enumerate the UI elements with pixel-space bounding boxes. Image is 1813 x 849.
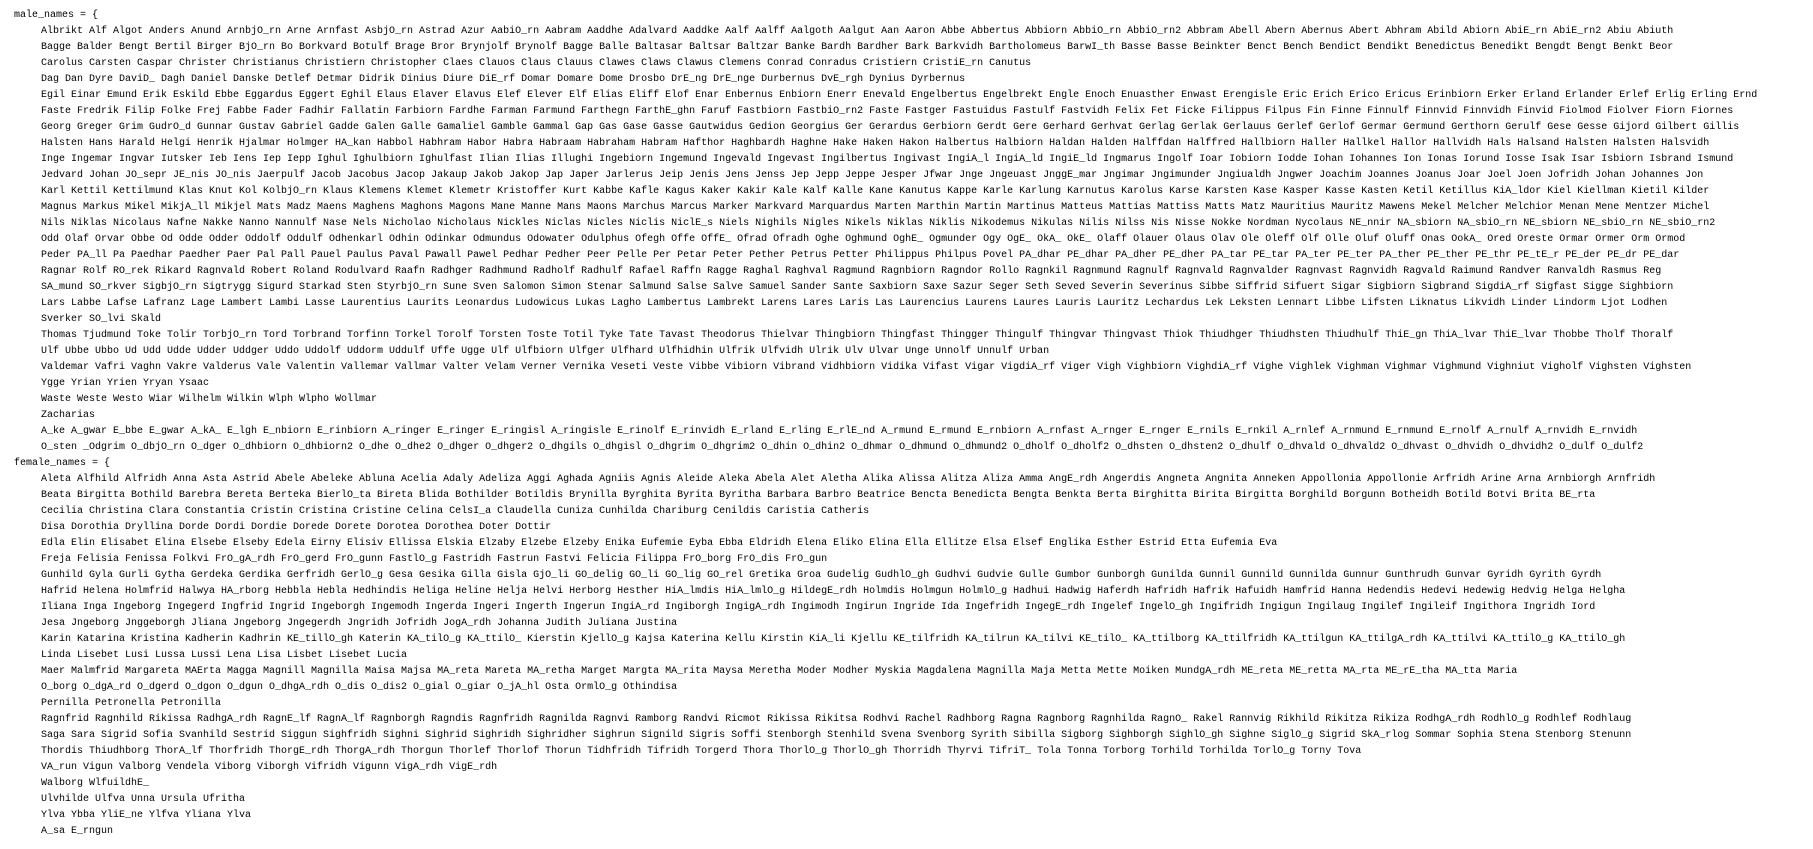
female-names-line: Iliana Inga Ingeborg Ingegerd Ingfrid Ingrid Ingeborgh Ingemodh Ingerda Ingeri Ingerth Ingerun IngiA_rd Ingiborgh IngigA_rdh Ingimodh Ingirun Ingride Ida Ingefridh IngegE_rdh Ingelef IngelO_gh Ingifridh Ingigun Ingilaug Ingilef Ingileif Ingithora Ingridh Iord bbox=[41, 602, 1596, 613]
male-names-line: Ygge Yrian Yrien Yryan Ysaac bbox=[41, 378, 210, 389]
female-names-line: Gunhild Gyla Gurli Gytha Gerdeka Gerdika Gerfridh GerlO_g Gesa Gesika Gilla Gisla GjO_li GO_delig GO_li GO_lig GO_rel Gretika Groa Gudelig GudhlO_gh Gudhvi Gudvie Gulle Gumbor Gunborgh Gunilda Gunnil Gunnild Gunnilda Gunnur Gunthrudh Gunvar Gyridh Gyrith Gyrdh bbox=[41, 570, 1602, 581]
male-names-header: male_names = { bbox=[14, 10, 99, 21]
female-names-line: Karin Katarina Kristina Kadherin Kadhrin KE_tillO_gh Katerin KA_tilO_g KA_ttilO_ Kierstin KjellO_g Kajsa Katerina Kellu Kirstin KiA_li Kjellu KE_tilfridh KA_tilrun KA_tilvi KE_tilO_ KA_ttilborg KA_ttilfridh KA_ttilgun KA_ttilgA_rdh KA_ttilvi KA_ttilO_g KA_ttilO_gh bbox=[41, 634, 1626, 645]
male-names-line: Sverker SO_lvi Skald bbox=[41, 314, 162, 325]
male-names-line: Carolus Carsten Caspar Christer Christianus Christiern Christopher Claes Clauos Claus Clauus Clawes Claws Clawus Clemens Conrad Conradus Cristiern CristiE_rn Canutus bbox=[41, 58, 1032, 69]
male-names-line: Waste Weste Westo Wiar Wilhelm Wilkin Wlph Wlpho Wollmar bbox=[41, 394, 378, 405]
male-names-line: Bagge Balder Bengt Bertil Birger BjO_rn Bo Borkvard Botulf Brage Bror Brynjolf Brynolf Bagge Balle Baltasar Baltsar Baltzar Banke Bardh Bardher Bark Barkvidh Bartholomeus BarwI_th Basse Basse Beinkter Benct Bench Bendict Bendikt Benedictus Benedikt Bengdt Bengt Benkt Beor bbox=[41, 42, 1674, 53]
male-names-line: Georg Greger Grim GudrO_d Gunnar Gustav Gabriel Gadde Galen Galle Gamaliel Gamble Gammal Gap Gas Gase Gasse Gautwidus Gedion Georgius Ger Gerardus Gerbiorn Gerdt Gere Gerhard Gerhvat Gerlag Gerlak Gerlauus Gerlef Gerlof Germar Germund Gerthorn Gerulf Gese Gesse Gijord Gilbert Gillis bbox=[41, 122, 1740, 133]
female-names-line: Cecilia Christina Clara Constantia Cristin Cristina Cristine Celina CelsI_a Claudella Cuniza Cunhilda Chariburg Cenildis Caristia Catheris bbox=[41, 506, 870, 517]
male-names-line: Karl Kettil Kettilmund Klas Knut Kol KolbjO_rn Klaus Klemens Klemet Klemetr Kristoffer Kurt Kabbe Kafle Kagus Kaker Kakir Kale Kalf Kalle Kane Kanutus Kappe Karle Karlung Karnutus Karolus Karse Karsten Kase Kasper Kasse Kasten Ketil Ketillus KiA_ldor Kiel Kiellman Kietil Kilder bbox=[41, 186, 1710, 197]
female-names-line: Disa Dorothia Dryllina Dorde Dordi Dordie Dorede Dorete Dorotea Dorothea Doter Dottir bbox=[41, 522, 552, 533]
female-names-line: Ulvhilde Ulfva Unna Ursula Ufritha bbox=[41, 794, 246, 805]
male-names-line: Inge Ingemar Ingvar Iutsker Ieb Iens Iep Iepp Ighul Ighulbiorn Ighulfast Ilian Ilias Illughi Ingebiorn Ingemund Ingevald Ingevast Ingilbertus Ingivast IngiA_l IngiA_ld IngiE_ld Ingmarus Ingolf Ioar Iobiorn Iodde Iohan Iohannes Ion Ionas Iorund Iosse Isak Isar Isbiorn Isbrand Ismund bbox=[41, 154, 1734, 165]
female-names-line: Pernilla Petronella Petronilla bbox=[41, 698, 222, 709]
male-names-block bbox=[14, 24, 1813, 456]
female-names-header: female_names = { bbox=[14, 458, 111, 469]
male-names-line: Zacharias bbox=[41, 410, 96, 421]
male-names-line: Valdemar Vafri Vaghn Vakre Valderus Vale Valentin Vallemar Vallmar Valter Velam Verner Vernika Veseti Veste Vibbe Vibiorn Vibrand Vidhbiorn Vidika Vifast Vigar VigdiA_rf Viger Vigh Vighbiorn VighdiA_rf Vighe Vighlek Vighman Vighmar Vighmund Vighniut Vigholf Vighsten Vighsten bbox=[41, 362, 1692, 373]
male-names-line: Lars Labbe Lafse Lafranz Lage Lambert Lambi Lasse Laurentius Laurits Leonardus Ludowicus Lukas Lagho Lambertus Lambrekt Larens Lares Laris Las Laurencius Laurens Laures Lauris Lauritz Lechardus Lek Leksten Lennart Libbe Lifsten Liknatus Likvidh Linder Lindorm Ljot Lodhen bbox=[41, 298, 1668, 309]
male-names-line: Ragnar Rolf RO_rek Rikard Ragnvald Robert Roland Rodulvard Raafn Radhger Radhmund Radholf Radhulf Rafael Raffn Ragge Raghal Raghval Ragmund Ragnbiorn Ragndor Rollo Ragnkil Ragnmund Ragnulf Ragnvald Ragnvalder Ragnvast Ragnvidh Ragvald Raimund Randver Ranvaldh Rasmus Reg bbox=[41, 266, 1662, 277]
male-names-line: Magnus Markus Mikel MikjA_ll Mikjel Mats Madz Maens Maghens Maghons Magons Mane Manne Mans Maons Marchus Marcus Marker Markvard Marquardus Marten Marthin Martin Martinus Matteus Mattias Mattiss Matts Matz Mauritius Mauritz Mawens Mekel Melcher Melchior Menan Mene Mentzer Michel bbox=[41, 202, 1710, 213]
female-names-line: Linda Lisebet Lusi Lussa Lussi Lena Lisa Lisbet Lisebet Lucia bbox=[41, 650, 408, 661]
female-names-line: Maer Malmfrid Margareta MAErta Magga Magnill Magnilla Maisa Majsa MA_reta Mareta MA_retha Marget Margta MA_rita Maysa Meretha Moder Modher Myskia Magdalena Magnilla Maja Metta Mette Moiken MundgA_rdh ME_reta ME_retta MA_rta ME_rE_tha MA_tta Maria bbox=[41, 666, 1518, 677]
female-names-line: Walborg WlfuildhE_ bbox=[41, 778, 150, 789]
female-names-line: O_borg O_dgA_rd O_dgerd O_dgon O_dgun O_dhgA_rdh O_dis O_dis2 O_gial O_giar O_jA_hl Osta OrmlO_g Othindisa bbox=[41, 682, 678, 693]
female-names-line: Aleta Alfhild Alfridh Anna Asta Astrid Abele Abeleke Abluna Acelia Adaly Adeliza Aggi Aghada Agniis Agnis Aleide Aleka Abela Alet Aletha Alika Alissa Alitza Aliza Amma AngE_rdh Angerdis Angneta Angnita Anneken Appollonia Appollonie Arfridh Arine Arna Arnbiorgh Arnfridh bbox=[41, 474, 1656, 485]
male-names-line: Albrikt Alf Algot Anders Anund ArnbjO_rn Arne Arnfast AsbjO_rn Astrad Azur AabiO_rn Aabram Aaddhe Adalvard Aaddke Aalf Aalff Aalgoth Aalgut Aan Aaron Abbe Abbertus Abbiorn AbbiO_rn AbbiO_rn2 Abbram Abell Abern Abernus Abert Abhram Abild Abiorn AbiE_rn AbiE_rn2 Abiu Abiuth bbox=[41, 26, 1674, 37]
female-names-line: Ylva Ybba YliE_ne Ylfva Yliana Ylva bbox=[41, 810, 252, 821]
male-names-line: A_ke A_gwar E_bbe E_gwar A_kA_ E_lgh E_nbiorn E_rinbiorn A_ringer E_ringer E_ringisl A_ringisle E_rinolf E_rinvidh E_rland E_rling E_rlE_nd A_rmund E_rmund E_rnbiorn A_rnfast A_rnger E_rnger E_rnils E_rnkil A_rnlef A_rnmund E_rnmund E_rnolf A_rnulf A_rnvidh E_rnvidh bbox=[41, 426, 1638, 437]
male-names-line: Faste Fredrik Filip Folke Frej Fabbe Fader Fadhir Fallatin Farbiorn Fardhe Farman Farmund Farthegn FarthE_ghn Faruf Fastbiorn FastbiO_rn2 Faste Fastger Fastuidus Fastulf Fastvidh Felix Fet Ficke Filippus Filpus Fin Finne Finnulf Finnvid Finnvidh Finvid Fiolmod Fiolver Fiorn Fiornes bbox=[41, 106, 1734, 117]
male-names-line: Thomas Tjudmund Toke Tolir TorbjO_rn Tord Torbrand Torfinn Torkel Torolf Torsten Toste Totil Tyke Tate Tavast Theodorus Thielvar Thingbiorn Thingfast Thingger Thingulf Thingvar Thingvast Thiok Thiudhger Thiudhsten Thiudhulf ThiE_gn ThiA_lvar ThiE_lvar Thobbe Tholf Thoralf bbox=[41, 330, 1674, 341]
female-names-line: Thordis Thiudhborg ThorA_lf Thorfridh ThorgE_rdh ThorgA_rdh Thorgun Thorlef Thorlof Thorun Tidhfridh Tifridh Torgerd Thora ThorlO_g ThorlO_gh Thorridh Thyrvi TifriT_ Tola Tonna Torborg Torhild Torhilda TorlO_g Torny Tova bbox=[41, 746, 1362, 757]
female-names-line: Hafrid Helena Holmfrid Halwya HA_rborg Hebbla Hebla Hedhindis Heliga Heline Helja Helvi Herborg Hesther HiA_lmdis HiA_lmlO_g HildegE_rdh Holmdis Holmgun HolmlO_g Hadhui Hadwig Haferdh Hafridh Hafrik Hafuidh Hamfrid Hanna Hedendis Hedevi Hedewig Hedvig Helga Helgha bbox=[41, 586, 1626, 597]
male-names-line: Peder PA_ll Pa Paedhar Paedher Paer Pal Pall Pauel Paulus Paval Pawall Pawel Pedhar Pedher Peer Pelle Per Petar Peter Pether Petrus Petter Philippus Philpus Povel PA_dhar PE_dhar PA_dher PE_dher PA_tar PE_tar PA_ter PE_ter PA_ther PE_ther PE_thr PE_tE_r PE_der PE_dr PE_dar bbox=[41, 250, 1680, 261]
female-names-line: Edla Elin Elisabet Elina Elsebe Elseby Edela Eirny Elisiv Ellissa Elskia Elzaby Elzebe Elzeby Enika Eufemie Eyba Ebba Eldridh Elena Eliko Elina Ella Ellitze Elsa Elsef Englika Esther Estrid Etta Eufemia Eva bbox=[41, 538, 1278, 549]
female-names-line: A_sa E_rngun bbox=[41, 826, 114, 837]
male-names-line: Jedvard Johan JO_sepr JE_nis JO_nis Jaerpulf Jacob Jacobus Jacop Jakaup Jakob Jakop Jap Japer Jarlerus Jeip Jenis Jens Jenss Jep Jepp Jeppe Jesper Jfwar Jnge Jngeuast JnggE_mar Jngimar Jngimunder Jngiualdh Jngwer Joachim Joannes Joanus Joar Joel Joen Jofridh Johan Johannes Jon bbox=[41, 170, 1704, 181]
male-names-line: Ulf Ubbe Ubbo Ud Udd Udde Udder Uddger Uddo Uddolf Uddorm Uddulf Uffe Ugge Ulf Ulfbiorn Ulfger Ulfhard Ulfhidhin Ulfrik Ulfvidh Ulrik Ulv Ulvar Unge Unnolf Unnulf Urban bbox=[41, 346, 1050, 357]
male-names-line: O_sten _Odgrim O_dbjO_rn O_dger O_dhbiorn O_dhbiorn2 O_dhe O_dhe2 O_dhger O_dhger2 O_dhgils O_dhgisl O_dhgrim O_dhgrim2 O_dhin O_dhin2 O_dhmar O_dhmund O_dhmund2 O_dholf O_dholf2 O_dhsten O_dhsten2 O_dhulf O_dhvald O_dhvald2 O_dhvast O_dhvidh O_dhvidh2 O_dulf O_dulf2 bbox=[41, 442, 1644, 453]
female-names-line: VA_run Vigun Valborg Vendela Viborg Viborgh Vifridh Vigunn VigA_rdh VigE_rdh bbox=[41, 762, 498, 773]
male-names-line: SA_mund SO_rkver SigbjO_rn Sigtrygg Sigurd Starkad Sten StyrbjO_rn Sune Sven Salomon Simon Stenar Salmund Salse Salve Samuel Sander Sante Saxbiorn Saxe Sazur Seger Seth Seved Severin Severinus Sibbe Siffrid Sifuert Sigar Sigbiorn Sigbrand SigdiA_rf Sigfast Sigge Sighbiorn bbox=[41, 282, 1674, 293]
male-names-line: Nils Niklas Nicolaus Nafne Nakke Nanno Nannulf Nase Nels Nicholao Nicholaus Nickles Niclas Nicles Niclis NiclE_s Niels Nighils Nigles Nikels Niklas Niklis Nikodemus Nikulas Nilis Nilss Nis Nisse Nokke Nordman Nycolaus NE_nnir NA_sbiorn NA_sbiO_rn NE_sbiorn NE_sbiO_rn NE_sbiO_rn2 bbox=[41, 218, 1716, 229]
male-names-line: Egil Einar Emund Erik Eskild Ebbe Eggardus Eggert Eghil Elaus Elaver Elavus Elef Elever Elf Elias Eliff Elof Enar Enbernus Enbiorn Enerr Enevald Engelbertus Engelbrekt Engle Enoch Enuasther Enwast Erengisle Eric Erich Erico Ericus Erinbiorn Erker Erland Erlander Erlef Erlig Erling Ernd bbox=[41, 90, 1758, 101]
male-names-line: Odd Olaf Orvar Obbe Od Odde Odder Oddolf Oddulf Odhenkarl Odhin Odinkar Odmundus Odowater Odulphus Ofegh Offe OffE_ Ofrad Ofradh Oghe Oghmund OghE_ Ogmunder Ogy OgE_ OkA_ OkE_ Olaff Olauer Olaus Olav Ole Oleff Olf Olle Oluf Oluff Onas OokA_ Ored Oreste Ormar Ormer Orm Ormod bbox=[41, 234, 1686, 245]
female-names-line: Freja Felisia Fenissa Folkvi FrO_gA_rdh FrO_gerd FrO_gunn FastlO_g Fastridh Fastrun Fastvi Felicia Filippa FrO_borg FrO_dis FrO_gun bbox=[41, 554, 828, 565]
female-names-line: Saga Sara Sigrid Sofia Svanhild Sestrid Siggun Sighfridh Sighni Sighrid Sighridh Sighridher Sighrun Signild Sigris Soffi Stenborgh Stenhild Svena Svenborg Syrith Sibilla Sigborg Sighborgh SighlO_gh Sighne SiglO_g Sigrid SkA_rlog Sommar Sophia Stena Stenborg Stenunn bbox=[41, 730, 1632, 741]
female-names-block bbox=[14, 472, 1813, 840]
female-names-line: Beata Birgitta Bothild Barebra Bereta Berteka BierlO_ta Bireta Blida Bothilder Botildis Brynilla Byrghita Byrita Byritha Barbara Barbro Beatrice Bencta Benedicta Bengta Benkta Berta Birghitta Birita Birgitta Borghild Borgunn Botheidh Botild Botvi Brita BE_rta bbox=[41, 490, 1596, 501]
male-names-line: Dag Dan Dyre DaviD_ Dagh Daniel Danske Detlef Detmar Didrik Dinius Diure DiE_rf Domar Domare Dome Drosbo DrE_ng DrE_nge Durbernus DvE_rgh Dynius Dyrbernus bbox=[41, 74, 966, 85]
female-names-line: Ragnfrid Ragnhild Rikissa RadhgA_rdh RagnE_lf RagnA_lf Ragnborgh Ragndis Ragnfridh Ragnilda Ragnvi Ramborg Randvi Ricmot Rikissa Rikitsa Rodhvi Rachel Radhborg Ragna Ragnborg Ragnhilda RagnO_ Rakel Rannvig Rikhild Rikitza Rikiza RodhgA_rdh RodhlO_g Rodhlef Rodhlaug bbox=[41, 714, 1632, 725]
female-names-line: Jesa Jngeborg Jnggeborgh Jliana Jngeborg Jngegerdh Jngridh Jofridh JogA_rdh Johanna Judith Juliana Justina bbox=[41, 618, 678, 629]
male-names-line: Halsten Hans Harald Helgi Henrik Hjalmar Holmger HA_kan Habbol Habhram Habor Habra Habraam Habraham Habram Hafthor Haghbardh Haghne Hake Haken Hakon Halbertus Halbiorn Haldan Halden Halffdan Halffred Hallbiorn Haller Hallkel Hallor Hallvidh Hals Halsand Halsten Halsten Halsvidh bbox=[41, 138, 1710, 149]
